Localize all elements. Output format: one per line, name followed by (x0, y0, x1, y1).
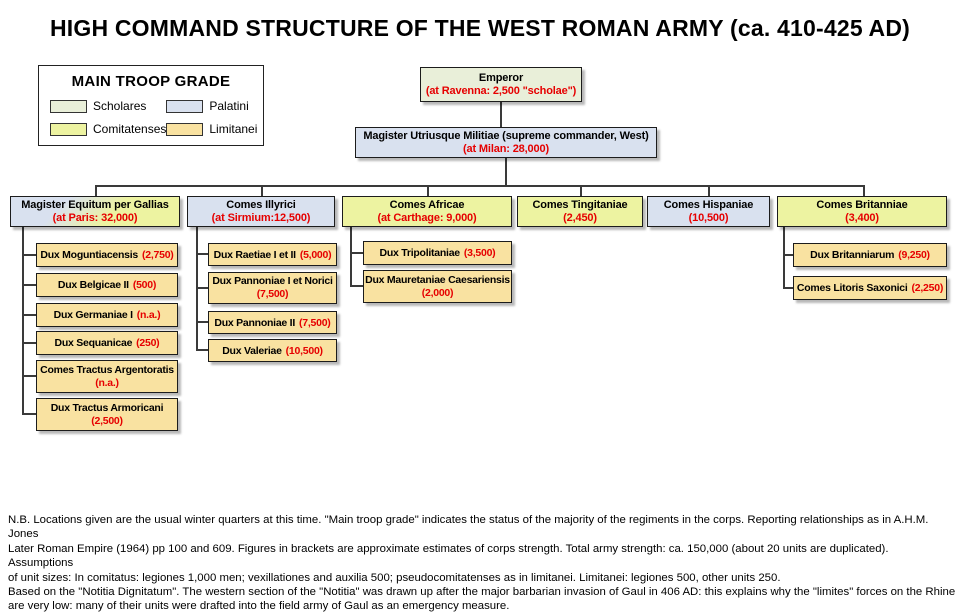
unit-name: Magister Equitum per Gallias (21, 198, 169, 211)
org-box-comes-illyrici (187, 196, 335, 227)
org-box-dux-britanniarum (793, 243, 947, 267)
limitanei-swatch-icon (166, 123, 203, 136)
unit-figure: (250) (136, 337, 160, 349)
connector (95, 185, 97, 196)
connector (708, 185, 710, 196)
org-box-comes-tractus-argentoratis (36, 360, 178, 393)
unit-name: Dux Tractus Armoricani (50, 401, 164, 414)
connector (95, 185, 865, 187)
unit-figure: (2,000) (421, 286, 454, 299)
connector (350, 285, 363, 287)
footnote-line: are very low: many of their units were drafted into the field army of Gaul as an emergency measure. (8, 600, 510, 613)
connector (22, 342, 36, 344)
legend-grid (39, 90, 263, 136)
connector (22, 254, 36, 256)
unit-figure: (at Ravenna: 2,500 "scholae") (425, 84, 577, 97)
unit-name: Dux Mauretaniae Caesariensis (365, 273, 510, 286)
connector (261, 185, 263, 196)
connector (580, 185, 582, 196)
unit-figure: (n.a.) (95, 376, 119, 389)
unit-name: Dux Germaniae I (53, 309, 133, 321)
connector (22, 375, 36, 377)
connector (350, 227, 352, 287)
footnote-line: N.B. Locations given are the usual winter quarters at this time. "Main troop grade" indicates the status of the majority of the regiments in the corps. Reporting relationships as in A.H.M. Jones (8, 514, 929, 541)
unit-figure: (3,500) (463, 247, 496, 259)
org-box-dux-valeriae (208, 339, 337, 362)
org-box-comes-tingitaniae (517, 196, 643, 227)
unit-name: Comes Hispaniae (663, 198, 754, 211)
unit-name: Dux Britanniarum (810, 249, 895, 261)
org-box-dux-belgicae-ii (36, 273, 178, 297)
connector (196, 287, 208, 289)
unit-name: Dux Belgicae II (57, 279, 129, 291)
org-box-comes-africae (342, 196, 512, 227)
unit-name: Emperor (478, 71, 524, 84)
connector (500, 102, 502, 127)
unit-figure: (2,450) (563, 211, 597, 224)
connector (783, 254, 793, 256)
unit-name: Dux Tripolitaniae (379, 247, 460, 259)
unit-figure: (7,500) (299, 316, 331, 329)
org-box-dux-mauretaniae (363, 270, 512, 303)
legend-item-comitatenses (50, 122, 166, 136)
unit-figure: (9,250) (898, 249, 930, 261)
unit-name: Comes Tractus Argentoratis (40, 363, 174, 376)
palatini-swatch-icon (166, 100, 203, 113)
connector (863, 185, 865, 196)
footnote-line: Based on the "Notitia Dignitatum". The western section of the "Notitia" was drawn up after the major barbarian invasion of Gaul in 406 AD: this explains why the "limites" forces on the Rhine (8, 586, 956, 599)
unit-figure: (3,400) (845, 211, 879, 224)
org-box-dux-sequanicae (36, 331, 178, 355)
connector (427, 185, 429, 196)
org-box-dux-pannoniae-ii (208, 311, 337, 334)
unit-name: Dux Raetiae I et II (213, 248, 296, 261)
unit-figure: (5,000) (299, 248, 332, 261)
connector (196, 349, 208, 351)
legend-label: Limitanei (209, 122, 258, 136)
unit-figure: (2,250) (911, 282, 944, 294)
unit-figure: (10,500) (285, 344, 323, 357)
unit-name: Comes Britanniae (816, 198, 908, 211)
org-box-comes-hispaniae (647, 196, 770, 227)
connector (22, 314, 36, 316)
unit-name: Comes Africae (389, 198, 465, 211)
org-box-dux-tractus-armoricani (36, 398, 178, 431)
legend-label: Palatini (209, 99, 249, 113)
legend-box (38, 65, 264, 146)
legend-title: MAIN TROOP GRADE (71, 73, 231, 90)
legend-label: Scholares (93, 99, 147, 113)
org-box-dux-raetiae (208, 243, 337, 266)
org-box-magister-utriusque (355, 127, 657, 158)
unit-figure: (at Milan: 28,000) (463, 142, 549, 155)
unit-name: Dux Pannoniae I et Norici (212, 275, 333, 287)
footnotes (8, 513, 956, 614)
unit-name: Magister Utriusque Militiae (supreme commander, West) (363, 129, 649, 142)
unit-name: Comes Tingitaniae (532, 198, 628, 211)
connector (783, 287, 793, 289)
unit-name: Comes Illyrici (226, 198, 296, 211)
org-box-dux-moguntiacensis (36, 243, 178, 267)
unit-figure: (n.a.) (136, 309, 161, 321)
org-box-dux-pannoniae-i-norici (208, 272, 337, 304)
unit-figure: (at Carthage: 9,000) (377, 211, 477, 224)
comitatenses-swatch-icon (50, 123, 87, 136)
connector (505, 158, 507, 185)
unit-name: Dux Pannoniae II (214, 316, 296, 329)
connector (196, 321, 208, 323)
unit-name: Dux Valeriae (222, 344, 282, 357)
unit-figure: (7,500) (256, 288, 289, 300)
unit-figure: (500) (132, 279, 157, 291)
org-box-comes-britanniae (777, 196, 947, 227)
connector (350, 252, 363, 254)
footnote-line: of unit sizes: In comitatus: legiones 1,000 men; vexillationes and auxilia 500; pseudocomitatenses as in limitanei. Limitanei: legiones 500, other units 250. (8, 571, 781, 584)
unit-figure: (2,500) (91, 414, 123, 427)
org-box-dux-tripolitaniae (363, 241, 512, 265)
legend-item-scholares (50, 99, 166, 113)
connector (22, 284, 36, 286)
connector (196, 227, 198, 351)
org-box-emperor (420, 67, 582, 102)
unit-figure: (at Paris: 32,000) (52, 211, 138, 224)
scholares-swatch-icon (50, 100, 87, 113)
legend-item-limitanei (166, 122, 257, 136)
connector (196, 253, 208, 255)
page-title: HIGH COMMAND STRUCTURE OF THE WEST ROMAN ARMY (ca. 410-425 AD) (49, 15, 911, 41)
unit-name: Comes Litoris Saxonici (796, 282, 908, 294)
footnote-line: Later Roman Empire (1964) pp 100 and 609. Figures in brackets are approximate estimates of corps strength. Total army strength: ca. 150,000 (about 20 units are duplicated). Assumptions (8, 542, 889, 570)
org-box-dux-germaniae-i (36, 303, 178, 327)
org-box-magister-equitum-gallias (10, 196, 180, 227)
org-box-comes-litoris-saxonici (793, 276, 947, 300)
legend-item-palatini (166, 99, 257, 113)
unit-name: Dux Moguntiacensis (40, 249, 139, 261)
connector (783, 227, 785, 289)
legend-label: Comitatenses (93, 122, 167, 136)
unit-figure: (2,750) (142, 249, 174, 261)
unit-name: Dux Sequanicae (54, 337, 133, 349)
connector (22, 413, 36, 415)
unit-figure: (10,500) (688, 211, 729, 224)
unit-figure: (at Sirmium:12,500) (211, 211, 311, 224)
